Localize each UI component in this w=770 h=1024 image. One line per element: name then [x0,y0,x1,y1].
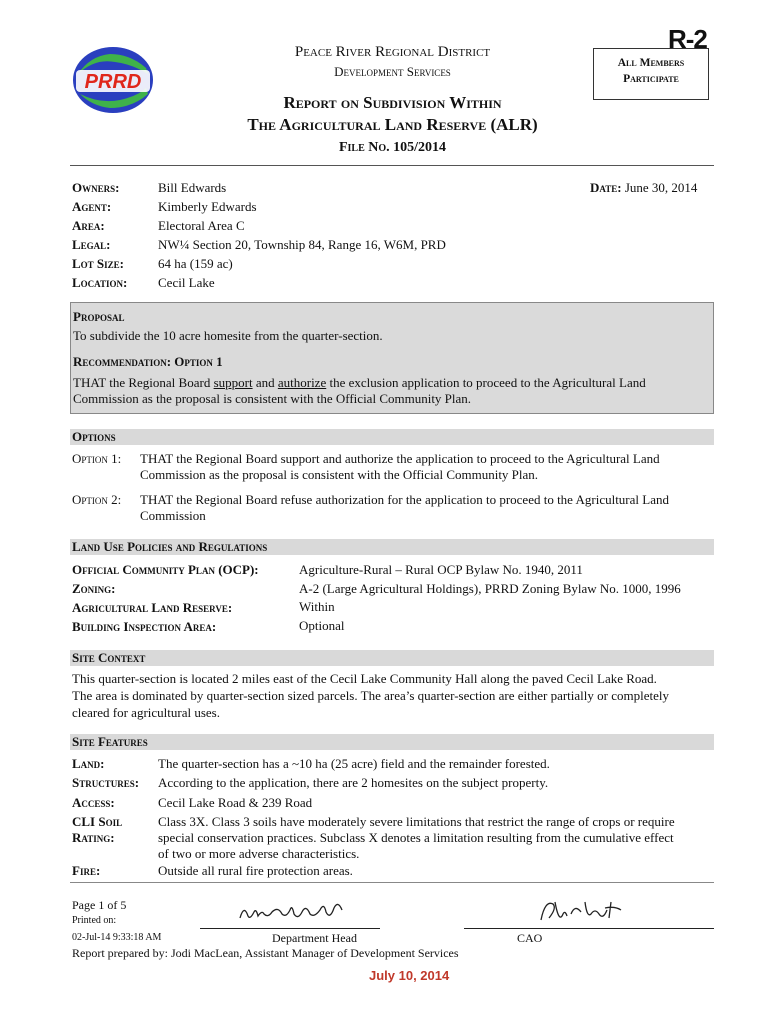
location-label: Location: [72,275,128,290]
cli-label-2: Rating: [72,830,115,845]
received-date-stamp: July 10, 2014 [369,968,450,983]
file-number: File No. 105/2014 [338,140,447,155]
printed-date: 02-Jul-14 9:33:18 AM [72,932,162,943]
option1-label: Option 1: [72,451,122,466]
alr-value: Within [299,599,335,614]
recommendation-line2: Commission as the proposal is consistent with the Official Community Plan. [73,391,472,406]
site-context-bar [70,650,714,666]
alr-label: Agricultural Land Reserve: [72,600,233,615]
dept-name: Development Services [334,64,451,79]
header-divider [70,165,714,166]
area-value: Electoral Area C [158,218,245,233]
printed-on-label: Printed on: [72,915,117,926]
date-value: June 30, 2014 [624,180,698,195]
report-title-line1: Report on Subdivision Within [283,93,502,112]
fire-label: Fire: [72,863,101,878]
proposal-heading: Proposal [73,309,125,324]
legal-label: Legal: [72,237,111,252]
rec-text-a: THAT the Regional Board [73,375,214,390]
cao-label: CAO [517,931,543,945]
land-label: Land: [72,756,105,771]
rec-authorize: authorize [277,375,327,390]
cli-label-1: CLI Soil [72,814,123,829]
lot-size-value: 64 ha (159 ac) [158,256,233,271]
site-features-heading: Site Features [72,734,148,749]
proposal-box [70,302,714,414]
ocp-value: Agriculture-Rural – Rural OCP Bylaw No. 1940, 2011 [299,562,583,577]
bia-value: Optional [299,618,345,633]
site-context-line2: The area is dominated by quarter-section sized parcels. The area’s quarter-section are either partially or completely [72,688,669,703]
cao-line [464,928,714,929]
page-number: Page 1 of 5 [72,898,127,912]
members-line1: All Members [617,57,685,69]
option1-line1: THAT the Regional Board support and authorize the application to proceed to the Agricultural Land [140,451,660,466]
rec-text-b: and [252,375,278,390]
option2-line2: Commission [140,508,206,523]
land-value: The quarter-section has a ~10 ha (25 acre) field and the remainder forested. [158,756,550,771]
site-features-bar [70,734,714,750]
options-heading: Options [72,429,116,444]
members-line2: Participate [623,73,679,85]
option2-label: Option 2: [72,492,122,507]
footer-divider [70,882,714,883]
recommendation-heading: Recommendation: Option 1 [73,354,223,369]
members-box [593,48,709,100]
site-context-heading: Site Context [72,650,146,665]
logo-text: PRRD [84,71,142,93]
structures-value: According to the application, there are 2 homesites on the subject property. [158,775,549,790]
lot-size-label: Lot Size: [72,256,124,271]
options-bar [70,429,714,445]
access-label: Access: [72,795,115,810]
report-title-line2: The Agricultural Land Reserve (ALR) [247,115,538,134]
prrd-logo [70,44,156,116]
land-use-heading: Land Use Policies and Regulations [72,539,268,554]
dept-head-line [200,928,380,929]
agent-label: Agent: [72,199,112,214]
land-use-bar [70,539,714,555]
department-head-label: Department Head [272,931,357,945]
cli-line2: special conservation practices. Subclass X denotes a limitation resulting from the cumulative effect [158,830,674,845]
site-context-line3: cleared for agricultural uses. [72,705,220,720]
recommendation-line1 [73,375,646,391]
structures-label: Structures: [72,775,140,790]
site-context-line1: This quarter-section is located 2 miles east of the Cecil Lake Community Hall along the paved Cecil Lake Road. [72,671,657,686]
option1-line2: Commission as the proposal is consistent with the Official Community Plan. [140,467,539,482]
zoning-label: Zoning: [72,581,116,596]
fire-value: Outside all rural fire protection areas. [158,863,353,878]
owners-label: Owners: [72,180,120,195]
prepared-by: Report prepared by: Jodi MacLean, Assistant Manager of Development Services [72,946,459,960]
rec-support: support [213,375,253,390]
report-date [590,180,697,196]
org-name: Peace River Regional District [294,44,491,60]
ocp-label: Official Community Plan (OCP): [72,562,259,577]
area-label: Area: [72,218,105,233]
cli-line3: of two or more adverse characteristics. [158,846,360,861]
proposal-text: To subdivide the 10 acre homesite from the quarter-section. [73,328,383,343]
access-value: Cecil Lake Road & 239 Road [158,795,313,810]
report-code: R-2 [668,24,707,54]
cli-line1: Class 3X. Class 3 soils have moderately severe limitations that restrict the range of crops or require [158,814,675,829]
legal-value: NW¼ Section 20, Township 84, Range 16, W6M, PRD [158,237,446,252]
date-label: Date: [590,180,622,195]
owners-value: Bill Edwards [158,180,227,195]
location-value: Cecil Lake [158,275,215,290]
bia-label: Building Inspection Area: [72,619,217,634]
agent-value: Kimberly Edwards [158,199,257,214]
rec-text-c: the exclusion application to proceed to the Agricultural Land [326,375,646,390]
option2-line1: THAT the Regional Board refuse authorization for the application to proceed to the Agricultural Land [140,492,669,507]
zoning-value: A-2 (Large Agricultural Holdings), PRRD Zoning Bylaw No. 1000, 1996 [299,581,681,596]
